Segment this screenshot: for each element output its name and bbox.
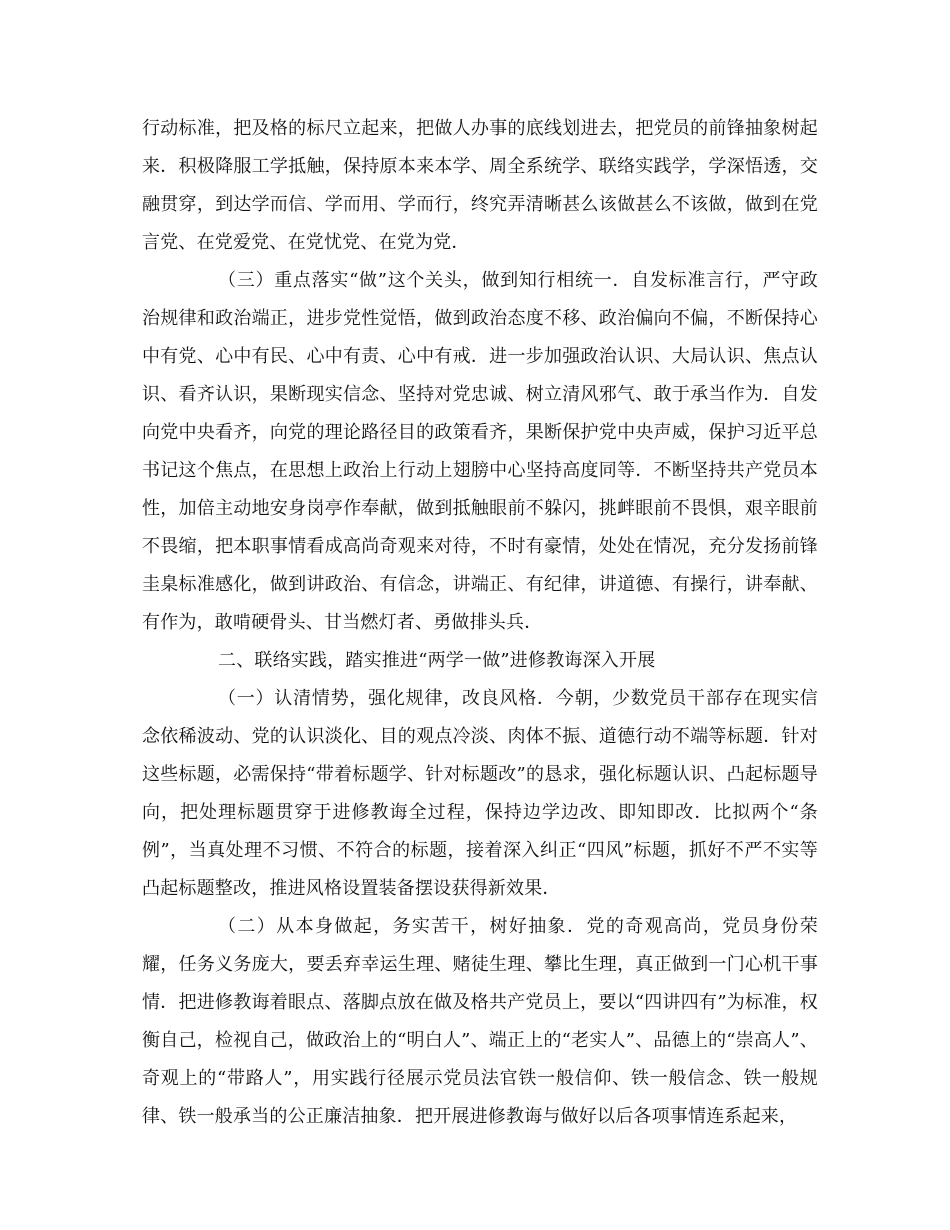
- section-heading-2: 二、联络实践，踏实推进“两学一做”进修教诲深入开展: [218, 650, 656, 671]
- paragraph-section-3: （三）重点落实“做”这个关头，做到知行相统一．自发标准言行，严守政治规律和政治端正，进步党性觉悟，做到政治态度不移、政治偏向不偏，不断保持心中有党、心中有民、心中有责、心中有戒．进一步加强政治认识、大局认识、焦点认识、看齐认识，果断现实信念、坚持对党忠诚、树立清风邪气、敢于承当作为．自发向党中央看齐，向党的理论路径目的政策看齐，果断保护党中央声威，保护习近平总书记这个焦点，在思想上政治上行动上翅膀中心坚持高度同等．不断坚持共产党员本性，加倍主动地安身岗亭作奉献，做到抵触眼前不躲闪，挑衅眼前不畏惧，艰辛眼前不畏缩，把本职事情看成高尚奇观来对待，不时有豪情，处处在情况，充分发扬前锋圭臬标准感化，做到讲政治、有信念，讲端正、有纪律，讲道德、有操行，讲奉献、有作为，敢啃硬骨头、甘当燃灯者、勇做排头兵．: [142, 270, 818, 633]
- document-body: [142, 110, 818, 1136]
- paragraph-continuation: 行动标准，把及格的标尺立起来，把做人办事的底线划进去，把党员的前锋抽象树起来．积极降服工学抵触，保持原本来本学、周全系统学、联络实践学，学深悟透，交融贯穿，到达学而信、学而用、学而行，终究弄清晰甚么该做甚么不该做，做到在党言党、在党爱党、在党忧党、在党为党．: [142, 118, 818, 253]
- paragraph-subsection-1: （一）认清情势，强化规律，改良风格．今朝，少数党员干部存在现实信念依稀波动、党的认识淡化、目的观点冷淡、肉体不振、道德行动不端等标题．针对这些标题，必需保持“带着标题学、针对标题改”的恳求，强化标题认识、凸起标题导向，把处理标题贯穿于进修教诲全过程，保持边学边改、即知即改．比拟两个“条例”，当真处理不习惯、不符合的标题，接着深入纠正“四风”标题，抓好不严不实等凸起标题整改，推进风格设置装备摆设获得新效果．: [142, 688, 818, 899]
- paragraph-subsection-2: （二）从本身做起，务实苦干，树好抽象．党的奇观高尚，党员身份荣耀，任务义务庞大，要丢弃幸运生理、赌徒生理、攀比生理，真正做到一门心机干事情．把进修教诲着眼点、落脚点放在做及格共产党员上，要以“四讲四有”为标准，权衡自己，检视自己，做政治上的“明白人”、端正上的“老实人”、品德上的“崇高人”、奇观上的“带路人”，用实践行径展示党员法官铁一般信仰、铁一般信念、铁一般规律、铁一般承当的公正廉洁抽象．把开展进修教诲与做好以后各项事情连系起来，: [142, 916, 818, 1127]
